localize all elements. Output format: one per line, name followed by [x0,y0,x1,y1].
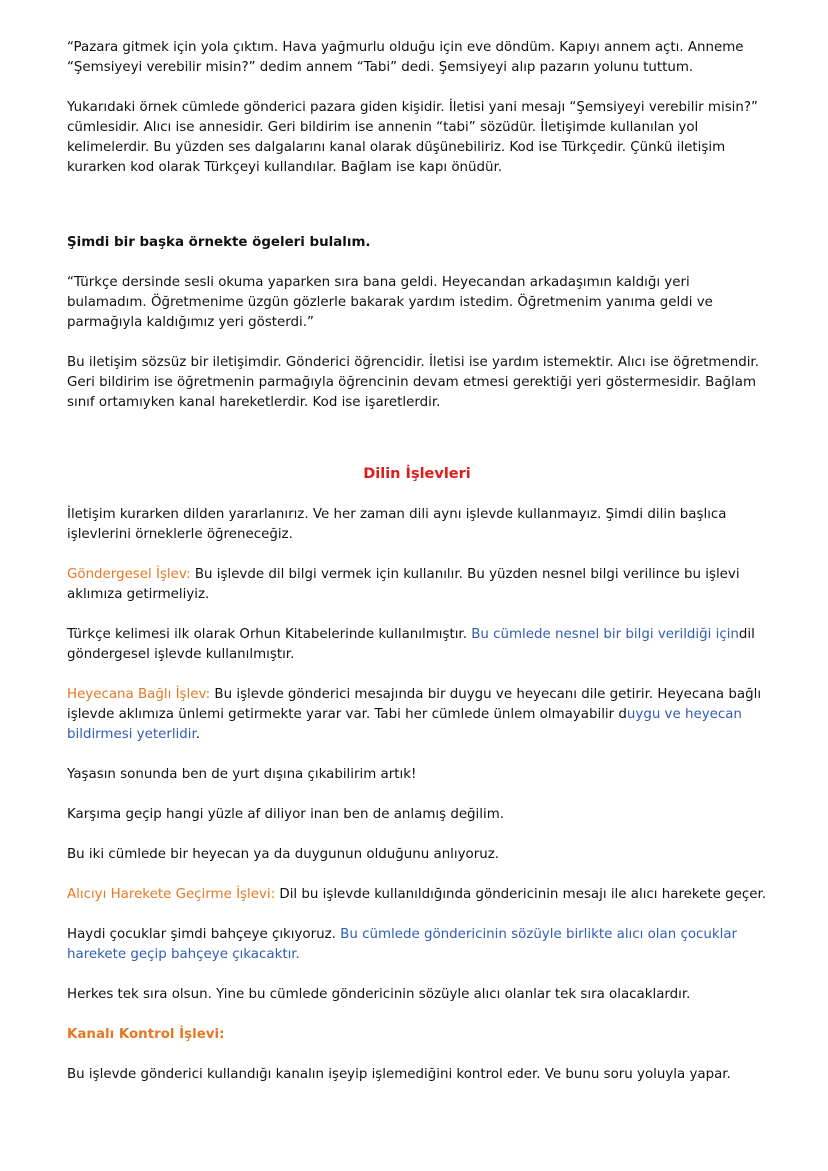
document-page [67,38,767,1085]
alici-example-1 [67,925,767,965]
heyecana-summary: Bu iki cümlede bir heyecan ya da duygunun olduğunu anlıyoruz. [67,847,500,862]
example-explanation-2: Bu iletişim sözsüz bir iletişimdir. Gönderici öğrencidir. İletisi ise yardım istemektir. Alıcı ise öğretmendir. Geri bildirim ise öğretmenin parmağıyla öğrencinin devam etmesi gerektiği yeri göstermesidir. Bağlam sınıf ortamıyken kanal hareketlerdir. Kod ise işaretlerdir. [67,355,759,410]
heyecana-example-2: Karşıma geçip hangi yüzle af diliyor inan ben de anlamış değilim. [67,807,505,822]
alici-example-1-sentence: Haydi çocuklar şimdi bahçeye çıkıyoruz. [67,927,341,942]
alici-paragraph [67,885,767,905]
alici-example-1-note: Bu cümlede göndericinin sözüyle birlikte alıcı olan çocuklar harekete geçip bahçeye çıkacaktır. [67,927,738,962]
kanali-label: Kanalı Kontrol İşlevi: [67,1027,225,1042]
section-title: Dilin İşlevleri [363,466,471,482]
heyecana-note-tail: . [195,727,201,742]
gondergesel-label: Göndergesel İşlev: [67,567,191,582]
heyecana-note: uygu ve heyecan bildirmesi yeterlidir [67,707,742,742]
gondergesel-paragraph [67,565,767,605]
alici-text: Dil bu işlevde kullanıldığında göndericinin mesajı ile alıcı harekete geçer. [275,887,767,902]
section-intro: İletişim kurarken dilden yararlanırız. Ve her zaman dili aynı işlevde kullanmayız. Şimdi dilin başlıca işlevlerini örneklerle öğreneceğiz. [67,507,727,542]
gondergesel-example [67,625,767,665]
kanali-text: Bu işlevde gönderici kullandığı kanalın işeyip işlemediğini kontrol eder. Ve bunu soru yoluyla yapar. [67,1067,731,1082]
heyecana-example-1: Yaşasın sonunda ben de yurt dışına çıkabilirim artık! [67,767,417,782]
gondergesel-example-note: Bu cümlede nesnel bir bilgi verildiği için [471,627,739,642]
example-quote-2: “Türkçe dersinde sesli okuma yaparken sıra bana geldi. Heyecandan arkadaşımın kaldığı yeri bulamadım. Öğretmenime üzgün gözlerle bakarak yardım istedim. Öğretmenim yanıma geldi ve parmağıyla kaldığımız yeri gösterdi.” [67,275,713,330]
gondergesel-example-sentence: Türkçe kelimesi ilk olarak Orhun Kitabelerinde kullanılmıştır. [67,627,472,642]
heyecana-paragraph [67,685,767,745]
example-heading-2: Şimdi bir başka örnekte ögeleri bulalım. [67,235,371,250]
gondergesel-text: Bu işlevde dil bilgi vermek için kullanılır. Bu yüzden nesnel bilgi verilince bu işlevi aklımıza getirmeliyiz. [67,567,740,602]
alici-label: Alıcıyı Harekete Geçirme İşlevi: [67,887,276,902]
gondergesel-example-tail: dil göndergesel işlevde kullanılmıştır. [67,627,755,662]
example-quote-1: “Pazara gitmek için yola çıktım. Hava yağmurlu olduğu için eve döndüm. Kapıyı annem açtı. Anneme “Şemsiyeyi verebilir misin?” dedim annem “Tabi” dedi. Şemsiyeyi alıp pazarın yolunu tuttum. [67,40,744,75]
heyecana-text: Bu işlevde gönderici mesajında bir duygu ve heyecanı dile getirir. Heyecana bağlı işlevde aklımıza ünlemi getirmekte yarar var. Tabi her cümlede ünlem olmayabilir d [67,687,762,722]
example-explanation-1: Yukarıdaki örnek cümlede gönderici pazara giden kişidir. İletisi yani mesajı “Şemsiyeyi verebilir misin?” cümlesidir. Alıcı ise annesidir. Geri bildirim ise annenin “tabi” sözüdür. İletişimde kullanılan yol kelimelerdir. Bu yüzden ses dalgalarını kanal olarak düşünebiliriz. Kod ise Türkçedir. Çünkü iletişim kurarken kod olarak Türkçeyi kullandılar. Bağlam ise kapı önüdür. [67,100,758,175]
alici-example-2: Herkes tek sıra olsun. Yine bu cümlede göndericinin sözüyle alıcı olanlar tek sıra olacaklardır. [67,987,691,1002]
heyecana-label: Heyecana Bağlı İşlev: [67,687,211,702]
